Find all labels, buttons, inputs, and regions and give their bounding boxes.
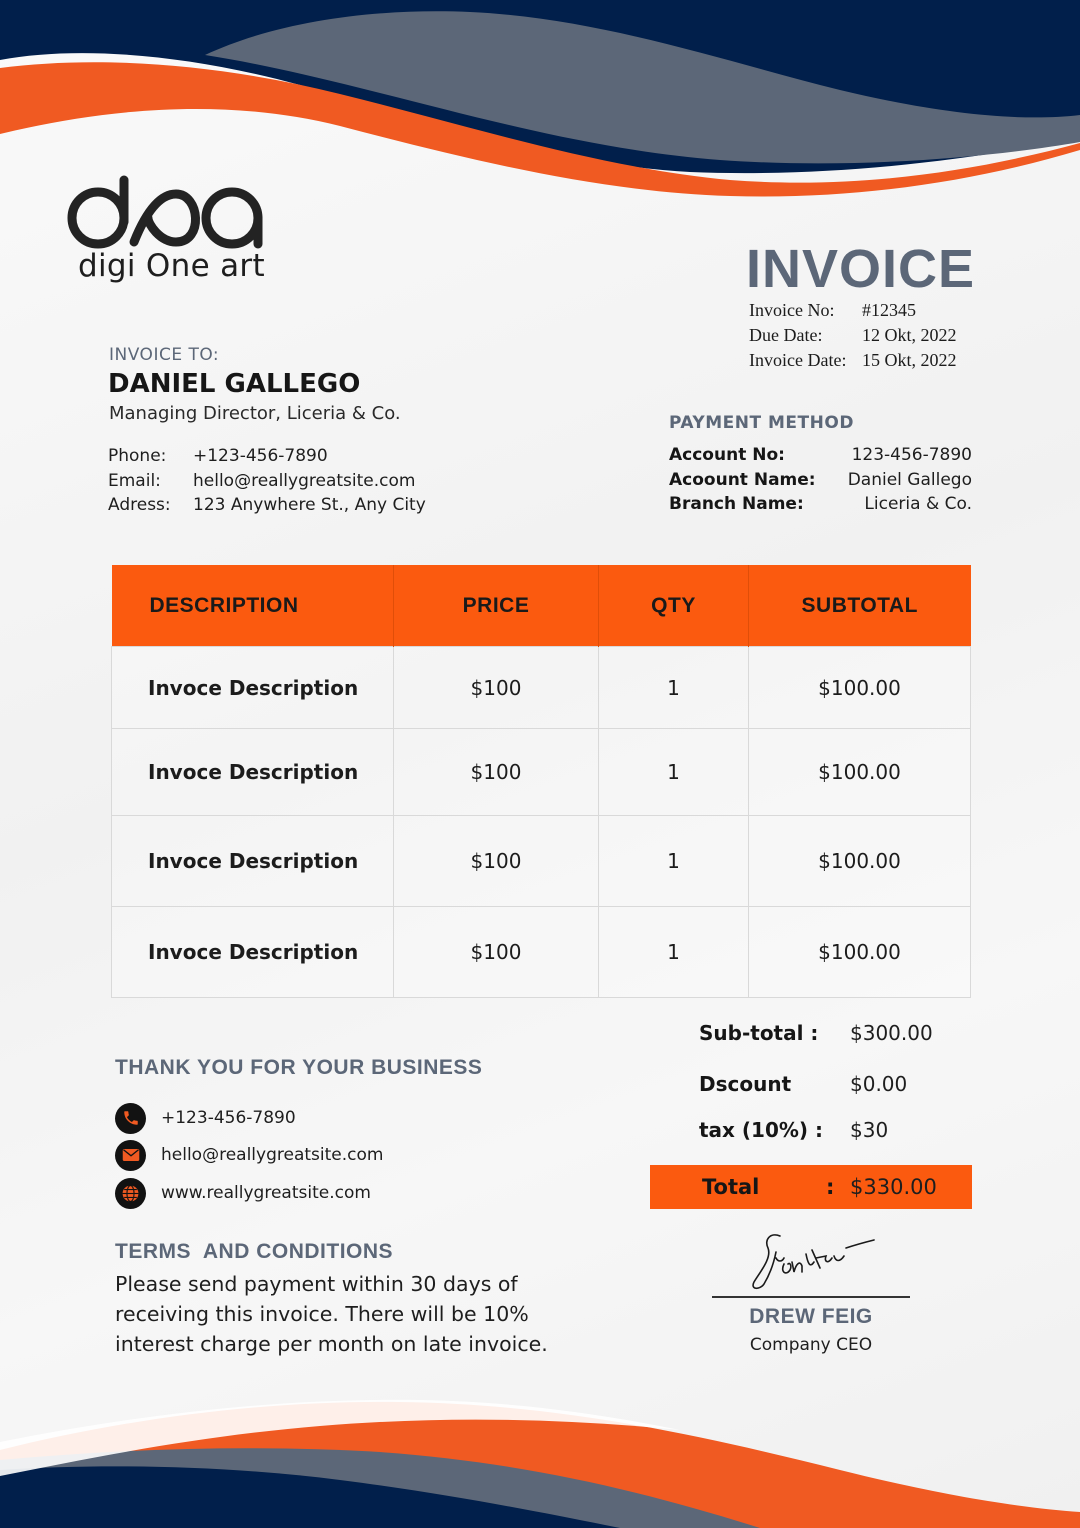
terms-body: Please send payment within 30 days of receiving this invoice. There will be 10% interest charge per month on late invoice. <box>115 1272 548 1356</box>
item-subtotal: $100.00 <box>749 816 971 907</box>
client-address-label: Adress: <box>108 495 171 515</box>
due-date-label: Due Date: <box>749 325 823 345</box>
invoice-date-value: 15 Okt, 2022 <box>862 350 957 370</box>
invoice-meta <box>749 298 957 373</box>
client-phone-row <box>108 444 426 469</box>
phone-icon <box>115 1103 146 1134</box>
branch-name-row <box>669 492 972 517</box>
item-description: Invoce Description <box>112 907 394 998</box>
column-header-subtotal: SUBTOTAL <box>749 565 971 647</box>
client-name: DANIEL GALLEGO <box>108 369 361 399</box>
client-address-value: 123 Anywhere St., Any City <box>193 495 426 515</box>
signature-line <box>712 1296 910 1298</box>
item-qty: 1 <box>599 816 749 907</box>
column-header-qty: QTY <box>599 565 749 647</box>
table-row <box>112 816 971 907</box>
item-qty: 1 <box>599 647 749 729</box>
invoice-number-row <box>749 298 957 323</box>
client-email-label: Email: <box>108 470 161 491</box>
subtotal-label: Sub-total : <box>699 1021 819 1045</box>
table-row <box>112 647 971 729</box>
account-name-label: Acoount Name: <box>669 469 816 490</box>
client-phone-label: Phone: <box>108 446 167 466</box>
invoice-number-value: #12345 <box>862 300 916 320</box>
globe-icon <box>115 1178 146 1209</box>
subtotal-value: $300.00 <box>850 1021 933 1045</box>
item-price: $100 <box>394 647 599 729</box>
contact-email <box>115 1139 383 1171</box>
signer-name: DREW FEIG <box>749 1305 873 1328</box>
invoice-title: INVOICE <box>746 239 976 299</box>
client-email-row <box>108 469 426 494</box>
due-date-row <box>749 323 957 348</box>
client-role: Managing Director, Liceria & Co. <box>109 403 401 424</box>
total-box <box>650 1165 972 1209</box>
account-number-value: 123-456-7890 <box>851 445 972 465</box>
item-qty: 1 <box>599 729 749 816</box>
thank-you-title: THANK YOU FOR YOUR BUSINESS <box>115 1056 483 1079</box>
terms-title: TERMS AND CONDITIONS <box>115 1240 394 1263</box>
discount-value: $0.00 <box>850 1072 908 1096</box>
total-colon: : <box>826 1175 835 1199</box>
company-logo <box>64 172 279 292</box>
total-label: Total <box>702 1175 760 1199</box>
contact-website <box>115 1177 371 1209</box>
item-subtotal: $100.00 <box>749 729 971 816</box>
contact-phone <box>115 1102 296 1134</box>
item-description: Invoce Description <box>112 647 394 729</box>
item-description: Invoce Description <box>112 816 394 907</box>
item-price: $100 <box>394 907 599 998</box>
doa-logo-mark-icon <box>64 172 274 250</box>
client-email-value: hello@reallygreatsite.com <box>193 470 416 491</box>
company-name: digi One art <box>78 248 265 284</box>
client-contacts <box>108 444 426 518</box>
due-date-value: 12 Okt, 2022 <box>862 325 957 345</box>
item-subtotal: $100.00 <box>749 907 971 998</box>
column-header-price: PRICE <box>394 565 599 647</box>
total-value: $330.00 <box>850 1175 937 1199</box>
branch-name-value: Liceria & Co. <box>864 494 972 514</box>
column-header-description: DESCRIPTION <box>112 565 394 647</box>
payment-details <box>669 443 972 517</box>
table-row <box>112 907 971 998</box>
table-header-row <box>112 565 971 647</box>
invoice-date-label: Invoice Date: <box>749 350 847 370</box>
bottom-wave-decoration <box>0 1390 1080 1528</box>
mail-icon <box>115 1140 146 1171</box>
item-qty: 1 <box>599 907 749 998</box>
invoice-items-table <box>111 565 971 998</box>
discount-label: Dscount <box>699 1072 792 1096</box>
contact-email-text[interactable]: hello@reallygreatsite.com <box>161 1145 384 1165</box>
client-address-row <box>108 493 426 518</box>
invoice-date-row <box>749 348 957 373</box>
tax-value: $30 <box>850 1118 889 1142</box>
table-row <box>112 729 971 816</box>
signer-title: Company CEO <box>749 1335 873 1355</box>
account-number-row <box>669 443 972 468</box>
signature-image <box>740 1228 880 1294</box>
account-name-row <box>669 468 972 493</box>
contact-website-text[interactable]: www.reallygreatsite.com <box>161 1183 371 1203</box>
item-price: $100 <box>394 816 599 907</box>
item-subtotal: $100.00 <box>749 647 971 729</box>
account-name-value: Daniel Gallego <box>847 469 972 490</box>
item-description: Invoce Description <box>112 729 394 816</box>
account-number-label: Account No: <box>669 445 785 465</box>
payment-method-title: PAYMENT METHOD <box>669 413 854 433</box>
invoice-number-label: Invoice No: <box>749 300 835 320</box>
client-phone-value: +123-456-7890 <box>193 446 328 466</box>
branch-name-label: Branch Name: <box>669 494 804 514</box>
tax-label: tax (10%) : <box>699 1118 824 1142</box>
item-price: $100 <box>394 729 599 816</box>
contact-phone-text[interactable]: +123-456-7890 <box>161 1108 296 1128</box>
invoice-to-label: INVOICE TO: <box>109 345 220 365</box>
